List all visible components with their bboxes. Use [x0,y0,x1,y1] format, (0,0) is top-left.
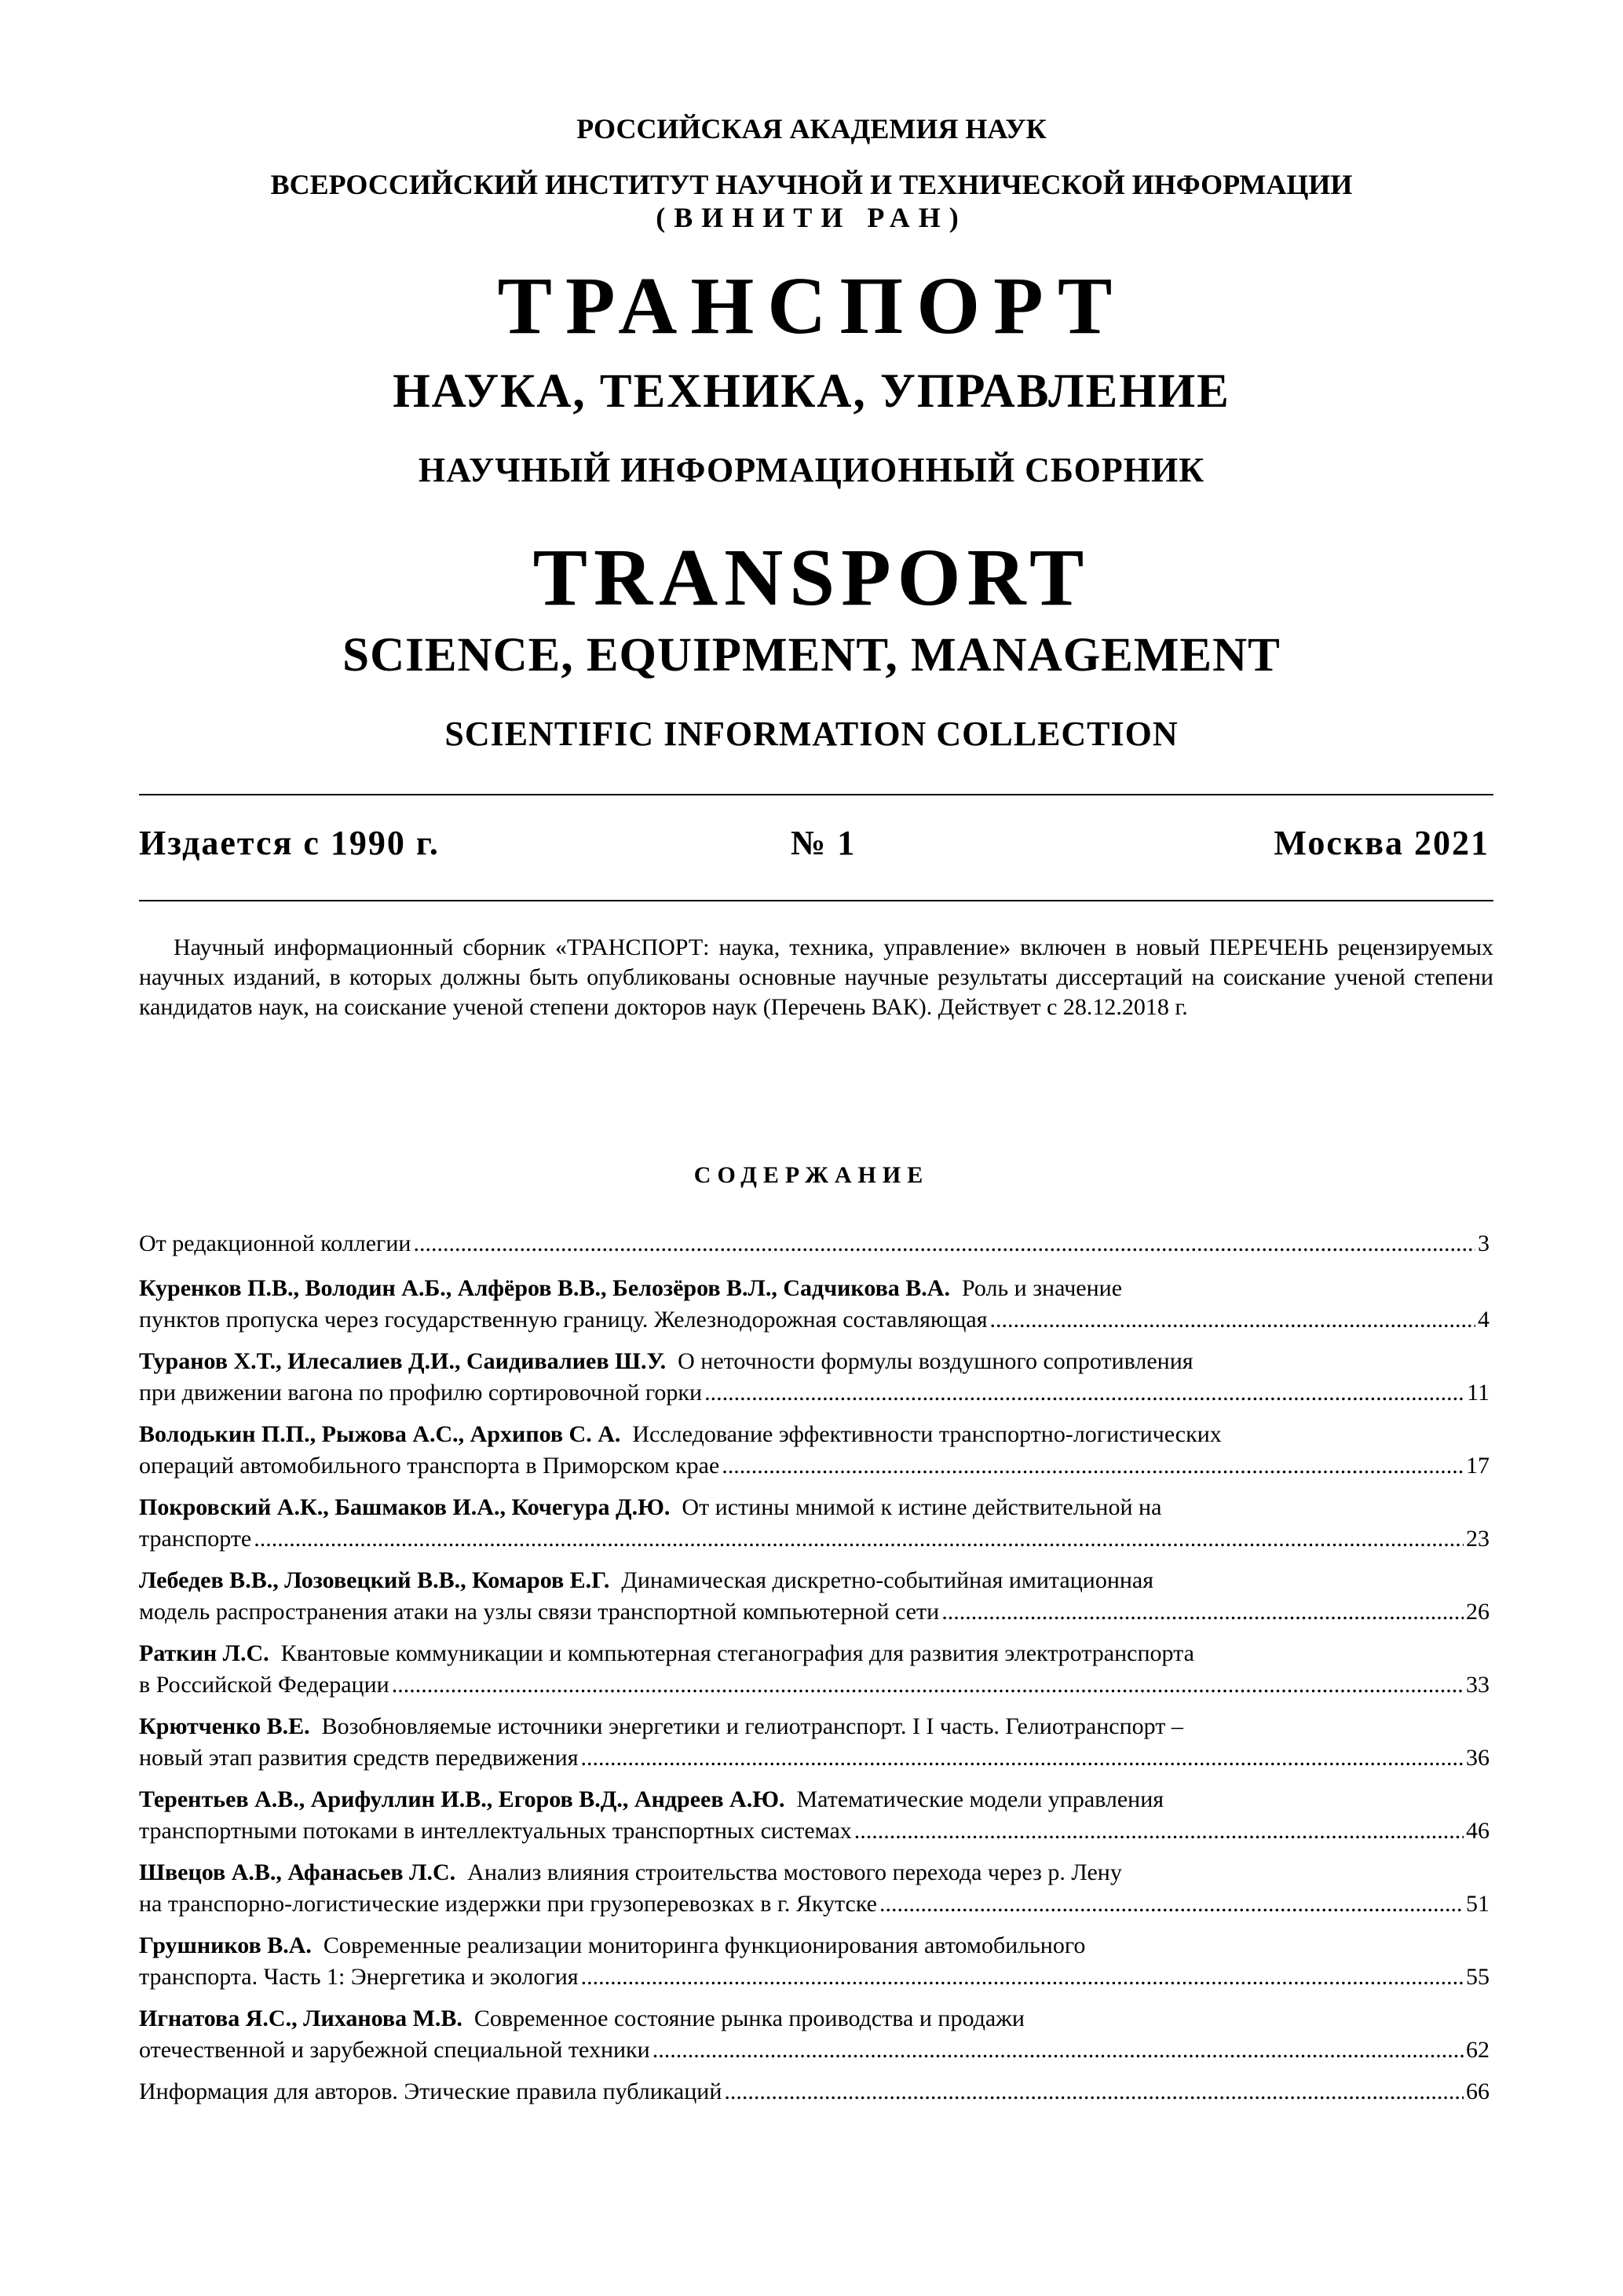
toc-entry-authors: Лебедев В.В., Лозовецкий В.В., Комаров Е.Г. [139,1567,610,1593]
toc-entry-authors: Володькин П.П., Рыжова А.С., Архипов С. А. [139,1421,621,1447]
toc-entry-authors: Крютченко В.Е. [139,1713,310,1739]
toc-entry-title-continued: транспорта. Часть 1: Энергетика и экология [139,1964,579,1990]
academy-name: РОССИЙСКАЯ АКАДЕМИЯ НАУК [576,113,1047,144]
toc-entry [139,1419,1490,1482]
toc-entry-title: Современные реализации мониторинга функционирования автомобильного [323,1932,1086,1958]
toc-entry [139,1273,1490,1336]
toc-page-number: 17 [1466,1453,1490,1479]
toc-page-number: 46 [1466,1818,1490,1844]
toc-page-number: 11 [1467,1380,1490,1406]
toc-entry-title: Роль и значение [961,1275,1123,1301]
table-of-contents [139,1228,1490,2121]
toc-entry-title: Информация для авторов. Этические правила публикаций [139,2078,722,2104]
toc-page-number: 55 [1466,1964,1490,1990]
toc-entry-title: Динамическая дискретно-событийная имитационная [621,1567,1154,1593]
toc-entry-authors: Покровский А.К., Башмаков И.А., Кочегура Д.Ю. [139,1494,671,1520]
toc-entry-title: Анализ влияния строительства мостового перехода через р. Лену [467,1859,1122,1885]
toc-leader-dots [581,1961,1464,1993]
collection-type-ru: НАУЧНЫЙ ИНФОРМАЦИОННЫЙ СБОРНИК [418,451,1205,489]
toc-entry-title: Математические модели управления [796,1786,1164,1812]
toc-entry [139,1711,1490,1774]
toc-leader-dots [724,2076,1464,2108]
toc-entry [139,1346,1490,1409]
toc-entry-title-continued: пунктов пропуска через государственную границу. Железнодорожная составляющая [139,1307,988,1333]
toc-entry-title: О неточности формулы воздушного сопротивления [678,1348,1193,1374]
toc-entry-title-continued: операций автомобильного транспорта в Приморском крае [139,1453,720,1479]
toc-entry-authors: Игнатова Я.С., Лиханова М.В. [139,2005,462,2031]
toc-leader-dots [581,1742,1464,1774]
toc-page-number: 26 [1466,1599,1490,1625]
toc-leader-dots [722,1450,1464,1482]
toc-leader-dots [941,1596,1464,1628]
toc-entry-title: Возобновляемые источники энергетики и гелиотранспорт. I I часть. Гелиотранспорт – [321,1713,1183,1739]
toc-page-number: 4 [1478,1307,1490,1333]
toc-entry-title-continued: транспорте [139,1526,252,1552]
toc-entry [139,1638,1490,1701]
journal-title-ru: ТРАНСПОРТ [497,261,1126,351]
toc-entry-title: Современное состояние рынка проиводства и продажи [473,2005,1025,2031]
toc-entry-title-continued: в Российской Федерации [139,1672,389,1698]
place-and-year: Москва 2021 [1274,824,1490,862]
toc-entry-authors: Швецов А.В., Афанасьев Л.С. [139,1859,456,1885]
toc-entry-title: Исследование эффективности транспортно-логистических [632,1421,1222,1447]
issue-number: № 1 [791,824,857,862]
toc-entry-title: От истины мнимой к истине действительной на [682,1494,1162,1520]
toc-entry-authors: Туранов Х.Т., Илесалиев Д.И., Саидивалиев Ш.У. [139,1348,667,1374]
toc-entry-authors-info [139,2076,1490,2108]
toc-entry [139,1857,1490,1920]
journal-title-en: TRANSPORT [532,532,1091,623]
toc-page-number: 51 [1466,1891,1490,1917]
journal-subtitle-en: SCIENCE, EQUIPMENT, MANAGEMENT [342,629,1281,682]
toc-leader-dots [254,1523,1464,1555]
top-divider [139,794,1493,795]
toc-entry-title-continued: отечественной и зарубежной специальной техники [139,2037,650,2063]
vak-notice: Научный информационный сборник «ТРАНСПОРТ: наука, техника, управление» включен в новый ПЕРЕЧЕНЬ рецензируемых научных изданий, в которых должны быть опубликованы основные научные результаты диссертаций на соискание ученой степени кандидатов наук, на соискание ученой степени докторов наук (Перечень ВАК). Действует с 28.12.2018 г. [139,934,1493,1020]
toc-page-number: 36 [1466,1745,1490,1771]
toc-leader-dots [879,1888,1464,1920]
toc-leader-dots [392,1669,1464,1701]
toc-entry-authors: Раткин Л.С. [139,1640,269,1666]
toc-entry-title-continued: модель распространения атаки на узлы связи транспортной компьютерной сети [139,1599,940,1625]
toc-entry [139,1784,1490,1847]
toc-entry-title-continued: новый этап развития средств передвижения [139,1745,579,1771]
toc-entry-authors: Куренков П.В., Володин А.Б., Алфёров В.В., Белозёров В.Л., Садчикова В.А. [139,1275,950,1301]
toc-leader-dots [652,2035,1464,2066]
toc-entry-title: Квантовые коммуникации и компьютерная стеганография для развития электротранспорта [280,1640,1194,1666]
journal-subtitle-ru: НАУКА, ТЕХНИКА, УПРАВЛЕНИЕ [393,365,1230,418]
toc-entry [139,1930,1490,1993]
toc-page-number: 62 [1466,2037,1490,2063]
toc-page-number: 66 [1466,2078,1490,2104]
published-since: Издается с 1990 г. [139,824,440,862]
toc-entry [139,2003,1490,2066]
toc-leader-dots [990,1304,1475,1336]
toc-page-number: 3 [1478,1230,1490,1256]
toc-page-number: 23 [1466,1526,1490,1552]
contents-heading: СОДЕРЖАНИЕ [693,1162,930,1188]
toc-entry [139,1492,1490,1555]
toc-entry-authors: Терентьев А.В., Арифуллин И.В., Егоров В.Д., Андреев А.Ю. [139,1786,785,1812]
institute-name: ВСЕРОССИЙСКИЙ ИНСТИТУТ НАУЧНОЙ И ТЕХНИЧЕСКОЙ ИНФОРМАЦИИ [270,169,1353,200]
toc-entry-title-continued: на транспорно-логистические издержки при грузоперевозках в г. Якутске [139,1891,877,1917]
toc-page-number: 33 [1466,1672,1490,1698]
toc-leader-dots [413,1228,1475,1260]
toc-leader-dots [854,1815,1464,1847]
collection-type-en: SCIENTIFIC INFORMATION COLLECTION [444,715,1179,753]
toc-entry [139,1565,1490,1628]
toc-entry-title-continued: транспортными потоками в интеллектуальных транспортных системах [139,1818,852,1844]
toc-entry-title: От редакционной коллегии [139,1230,411,1256]
toc-entry-editorial [139,1228,1490,1260]
toc-entry-title-continued: при движении вагона по профилю сортировочной горки [139,1380,703,1406]
bottom-divider [139,900,1493,901]
toc-entry-authors: Грушников В.А. [139,1932,312,1958]
toc-leader-dots [704,1377,1464,1409]
institute-abbreviation: (ВИНИТИ РАН) [656,202,967,233]
